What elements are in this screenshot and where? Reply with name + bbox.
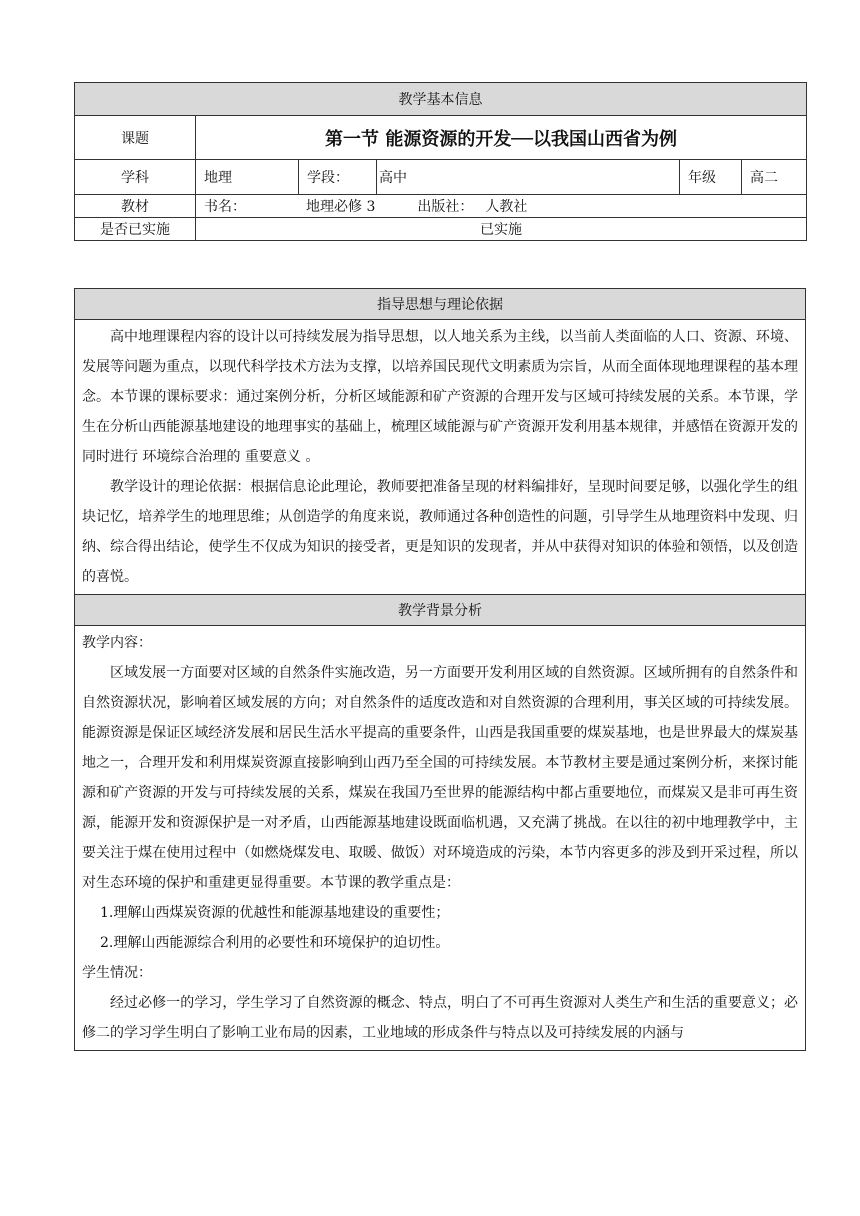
basic-info-table bbox=[74, 82, 807, 241]
main-table bbox=[74, 288, 806, 1051]
students-label: 学生情况： bbox=[82, 965, 152, 981]
grade-value: 高二 bbox=[742, 160, 807, 195]
book-name-label: 书名： bbox=[204, 199, 246, 215]
grade-label: 年级 bbox=[680, 160, 742, 195]
stage-value: 高中 bbox=[377, 160, 680, 195]
basic-info-header: 教学基本信息 bbox=[75, 83, 807, 116]
publisher-value: 人教社 bbox=[485, 199, 528, 215]
students-paragraph: 经过必修一的学习，学生学习了自然资源的概念、特点，明白了不可再生资源对人类生产和生活的重要意义；必修二的学习学生明白了影响工业布局的因素，工业地域的形成条件与特点以及可持续发展的内涵与 bbox=[82, 995, 798, 1041]
implemented-value: 已实施 bbox=[196, 218, 807, 241]
background-header: 教学背景分析 bbox=[75, 595, 806, 626]
book-name-value: 地理必修 3 bbox=[306, 199, 376, 215]
content-label: 教学内容： bbox=[82, 635, 152, 651]
key-point-1: 1.理解山西煤炭资源的优越性和能源基地建设的重要性； bbox=[100, 905, 450, 921]
guidance-paragraph-1: 高中地理课程内容的设计以可持续发展为指导思想，以人地关系为主线，以当前人类面临的人口、资源、环境、发展等问题为重点，以现代科学技术方法为支撑，以培养国民现代文明素质为宗旨，从而全面体现地理课程的基本理念。本节课的课标要求：通过案例分析，分析区域能源和矿产资源的合理开发与区域可持续发展的关系。本节课，学生在分析山西能源基地建设的地理事实的基础上，梳理区域能源与矿产资源开发利用基本规律，并感悟在资源开发的同时进行 环境综合治理的 重要意义 。 bbox=[82, 329, 798, 465]
textbook-info bbox=[196, 195, 807, 218]
stage-label: 学段： bbox=[299, 160, 377, 195]
key-point-2: 2.理解山西能源综合利用的必要性和环境保护的迫切性。 bbox=[100, 935, 450, 951]
topic-label: 课题 bbox=[75, 116, 196, 160]
implemented-label: 是否已实施 bbox=[75, 218, 196, 241]
subject-label: 学科 bbox=[75, 160, 196, 195]
content-paragraph: 区域发展一方面要对区域的自然条件实施改造，另一方面要开发利用区域的自然资源。区域所拥有的自然条件和自然资源状况，影响着区域发展的方向；对自然条件的适度改造和对自然资源的合理利用，事关区域的可持续发展。能源资源是保证区域经济发展和居民生活水平提高的重要条件，山西是我国重要的煤炭基地，也是世界最大的煤炭基地之一，合理开发和利用煤炭资源直接影响到山西乃至全国的可持续发展。本节教材主要是通过案例分析，来探讨能源和矿产资源的开发与可持续发展的关系，煤炭在我国乃至世界的能源结构中都占重要地位，而煤炭又是非可再生资源，能源开发和资源保护是一对矛盾，山西能源基地建设既面临机遇，又充满了挑战。在以往的初中地理教学中，主要关注于煤在使用过程中（如燃烧煤发电、取暖、做饭）对环境造成的污染，本节内容更多的涉及到开采过程，所以对生态环境的保护和重建更显得重要。本节课的教学重点是： bbox=[82, 665, 798, 891]
guidance-header: 指导思想与理论依据 bbox=[75, 289, 806, 320]
guidance-body bbox=[75, 320, 806, 595]
guidance-paragraph-2: 教学设计的理论依据：根据信息论此理论，教师要把准备呈现的材料编排好，呈现时间要足够，以强化学生的组块记忆，培养学生的地理思维；从创造学的角度来说，教师通过各种创造性的问题，引导学生从地理资料中发现、归纳、综合得出结论，使学生不仅成为知识的接受者，更是知识的发现者，并从中获得对知识的体验和领悟，以及创造的喜悦。 bbox=[82, 479, 798, 585]
textbook-label: 教材 bbox=[75, 195, 196, 218]
subject-value: 地理 bbox=[196, 160, 299, 195]
topic-value: 第一节 能源资源的开发──以我国山西省为例 bbox=[196, 116, 807, 160]
background-body bbox=[75, 626, 806, 1051]
publisher-label: 出版社： bbox=[417, 199, 474, 215]
